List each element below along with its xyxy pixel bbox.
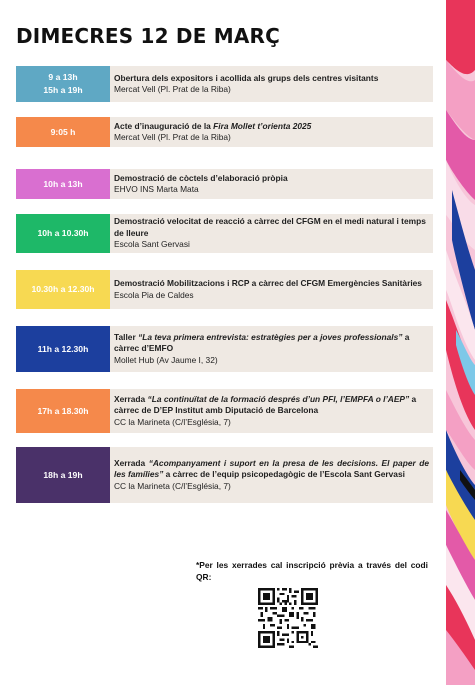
- event-title: [114, 458, 429, 481]
- event-location: Mercat Vell (Pl. Prat de la Riba): [114, 84, 231, 94]
- event-title: [114, 332, 429, 355]
- event-title: Obertura dels expositors i acollida als grups dels centres visitants: [114, 72, 379, 83]
- event-location: EHVO INS Marta Mata: [114, 184, 199, 194]
- event-location: Escola Sant Gervasi: [114, 239, 190, 250]
- event-time: 9:05 h: [50, 126, 76, 137]
- event-title-italic: Fira Mollet t’orienta 2025: [213, 120, 312, 131]
- event-time-badge: [16, 389, 110, 433]
- page-title: DIMECRES 12 DE MARÇ: [16, 24, 280, 48]
- qr-code-icon[interactable]: [258, 588, 318, 648]
- event-location: Mercat Vell (Pl. Prat de la Riba): [114, 132, 231, 142]
- event-time-badge: [16, 447, 110, 503]
- event-time: 18h a 19h: [43, 469, 83, 480]
- event-title-text: Acte d’inauguració de la: [114, 120, 214, 131]
- event-description: [110, 66, 433, 102]
- event-time-badge: [16, 270, 110, 309]
- event-row: [16, 117, 433, 147]
- event-row: [16, 66, 433, 102]
- event-title-italic: “La continuïtat de la formació després d’un PFI, l’EMPFA o l’AEP”: [147, 393, 410, 404]
- event-time: 10.30h a 12.30h: [31, 284, 95, 294]
- event-location: CC la Marineta (C/l’Església, 7): [114, 480, 231, 491]
- event-time: 10h a 10.30h: [37, 228, 89, 238]
- event-row: [16, 270, 433, 309]
- event-time: 17h a 18.30h: [37, 405, 89, 416]
- event-title: Demostració de còctels d’elaboració pròpia: [114, 172, 288, 183]
- event-title: [114, 121, 429, 133]
- event-row: [16, 389, 433, 433]
- event-title: [114, 394, 429, 417]
- event-title-italic: “Acompanyament i suport en la presa de les decisions. El paper de les famílies”: [114, 457, 429, 480]
- event-title-text: a càrrec de l’equip psicopedagògic de l’Escola Sant Gervasi: [163, 469, 405, 480]
- event-time: 11h a 12.30h: [37, 343, 89, 354]
- event-title: Demostració velocitat de reacció a càrrec del CFGM en el medi natural i temps de lleure: [114, 216, 426, 238]
- event-description: [110, 117, 433, 147]
- event-row: [16, 447, 433, 503]
- event-row: [16, 169, 433, 199]
- event-time: 9 a 13h: [48, 72, 78, 82]
- event-title-text: Xerrada: [114, 393, 148, 404]
- event-title-text: a càrrec d’EMFO: [114, 331, 410, 354]
- event-time-badge: [16, 326, 110, 372]
- event-location: Escola Pia de Caldes: [114, 289, 194, 300]
- event-location: CC la Marineta (C/l’Església, 7): [114, 416, 231, 427]
- event-description: [110, 326, 433, 372]
- registration-note: *Per les xerrades cal inscripció prèvia a través del codi QR:: [196, 560, 428, 582]
- event-description: [110, 214, 433, 253]
- event-description: [110, 270, 433, 309]
- event-description: [110, 169, 433, 199]
- event-title-text: Taller: [114, 331, 139, 342]
- event-row: [16, 326, 433, 372]
- event-row: [16, 214, 433, 253]
- event-description: [110, 389, 433, 433]
- event-title-text: Xerrada: [114, 457, 149, 468]
- event-time-badge: [16, 66, 110, 102]
- event-title-italic: “La teva primera entrevista: estratègies per a joves professionals”: [138, 331, 403, 342]
- event-location: Mollet Hub (Av Jaume I, 32): [114, 354, 218, 365]
- event-title-text: a càrrec de D’EP Institut amb Diputació de Barcelona: [114, 393, 417, 416]
- abstract-pattern-icon: [446, 0, 475, 685]
- event-time-badge: [16, 169, 110, 199]
- event-title: Demostració Mobilitzacions i RCP a càrrec del CFGM Emergències Sanitàries: [114, 278, 422, 288]
- event-time: 10h a 13h: [43, 178, 83, 189]
- event-time-badge: [16, 117, 110, 147]
- event-time: 15h a 19h: [43, 85, 83, 95]
- event-time-badge: [16, 214, 110, 253]
- event-description: [110, 447, 433, 503]
